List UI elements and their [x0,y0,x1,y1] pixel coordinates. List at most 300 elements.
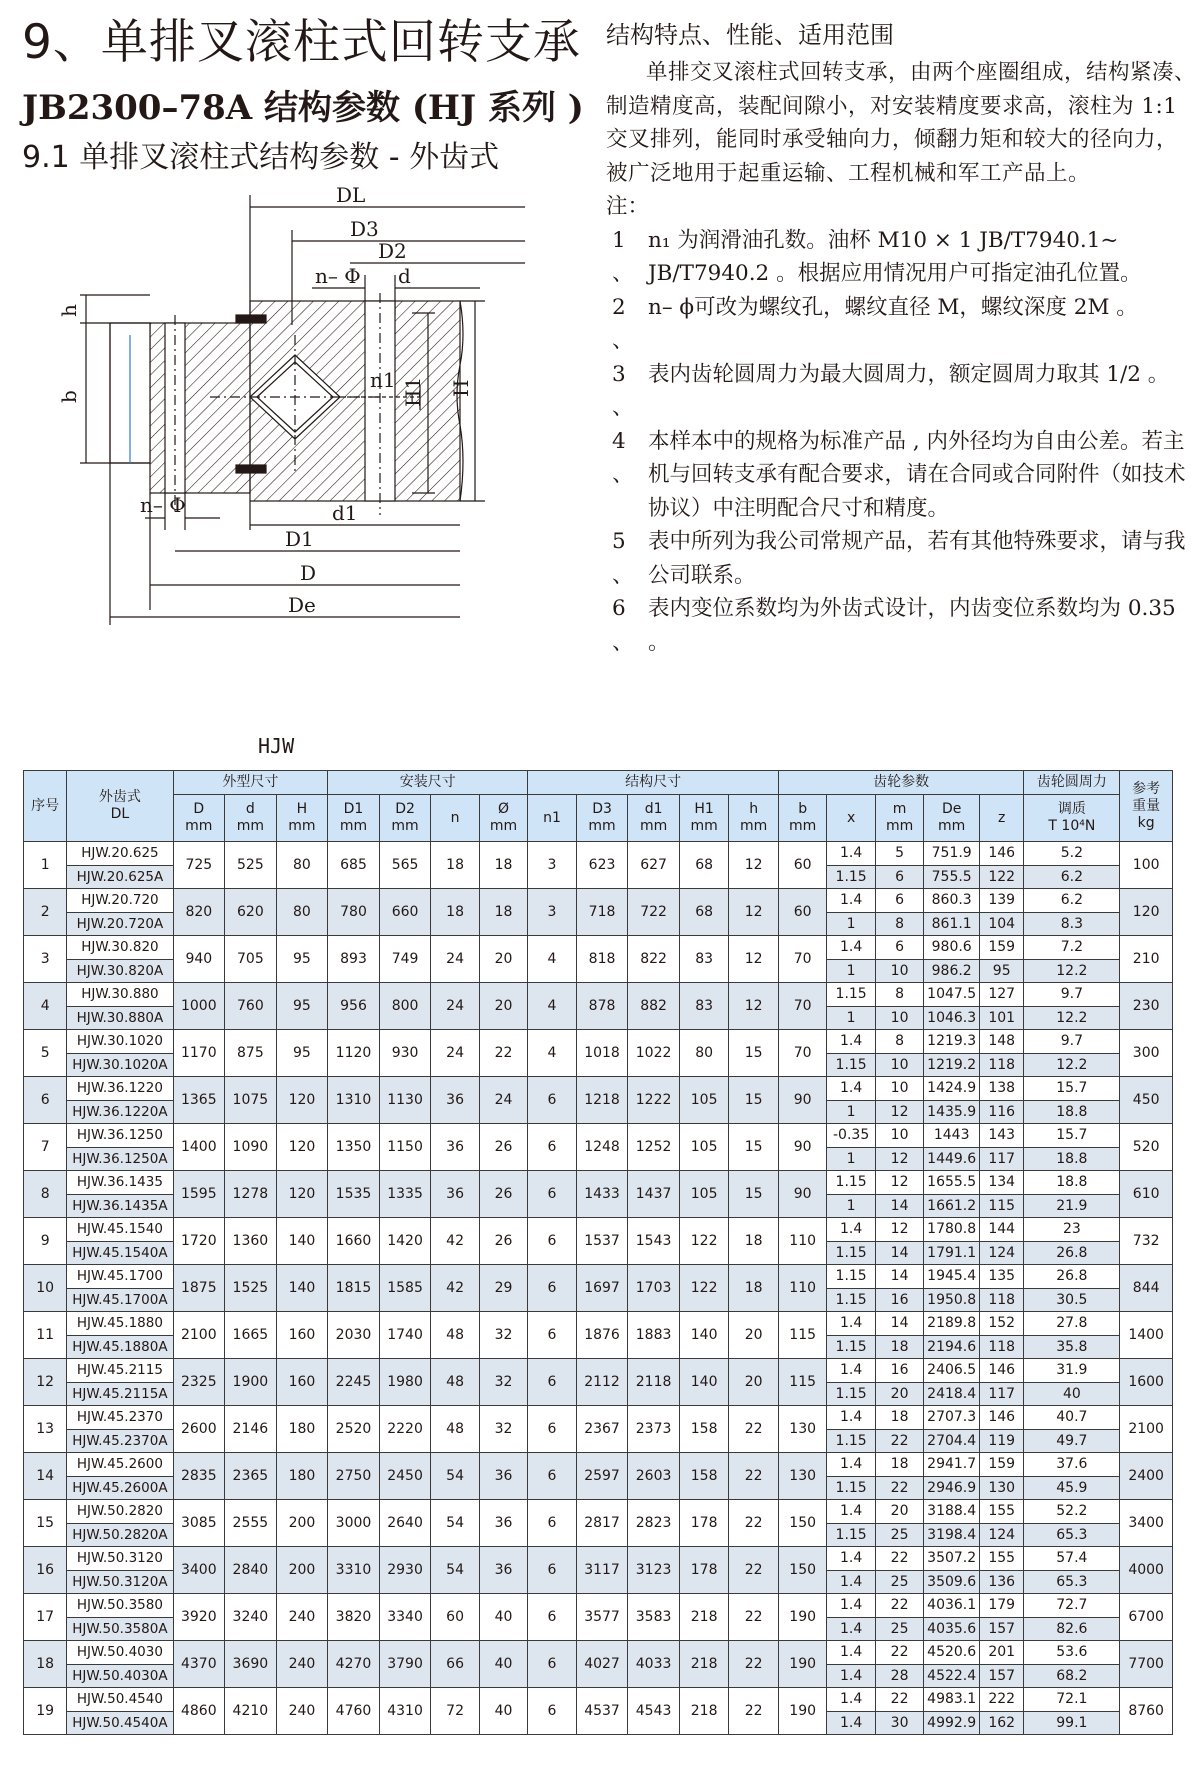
cell-model: HJW.30.1020 [67,1030,173,1054]
note-item [606,525,1196,592]
cell-weight: 6700 [1120,1594,1173,1641]
cell-weight: 1600 [1120,1359,1173,1406]
cell-d: 820 [173,889,225,936]
cell-gear-m: 6 [875,865,923,889]
cell-gear-m: 14 [875,1265,923,1289]
cell-gear-x: 1.15 [827,865,875,889]
cell-gear-m: 12 [875,1171,923,1195]
cell-n1: 6 [528,1218,576,1265]
cell-gear-t: 31.9 [1024,1359,1120,1383]
cell-h: 80 [276,889,328,936]
cell-gear-m: 20 [875,1382,923,1406]
cell-gear-z: 118 [980,1288,1024,1312]
cell-gear-x: 1.15 [827,1429,875,1453]
cell-d2: 660 [379,889,431,936]
cell-gear-m: 30 [875,1711,923,1735]
note-number: 4 、 [612,428,634,487]
cell-gear-t: 18.8 [1024,1147,1120,1171]
cell-gear-de: 1655.5 [924,1171,980,1195]
cell-n: 48 [431,1406,479,1453]
cell-d3: 4027 [576,1641,628,1688]
cell-phi: 18 [479,842,527,889]
cell-model: HJW.45.2370 [67,1406,173,1430]
cell-phi: 36 [479,1453,527,1500]
cell-gear-t: 18.8 [1024,1100,1120,1124]
cell-gear-t: 72.1 [1024,1688,1120,1712]
table-row [24,1030,1173,1054]
cell-model: HJW.45.2115A [67,1382,173,1406]
cell-h1: 178 [679,1500,729,1547]
cell-n1: 6 [528,1547,576,1594]
cell-d: 1360 [225,1218,277,1265]
cell-d2: 1130 [379,1077,431,1124]
col-force: 调质 T 10⁴N [1024,795,1120,842]
cell-d2: 800 [379,983,431,1030]
cell-model: HJW.20.625 [67,842,173,866]
cell-d: 4370 [173,1641,225,1688]
cell-model: HJW.45.1880 [67,1312,173,1336]
cell-h1: 80 [679,1030,729,1077]
cell-model: HJW.30.820A [67,959,173,983]
cell-b: 115 [778,1359,826,1406]
cell-d1: 1310 [328,1077,380,1124]
cell-d: 4210 [225,1688,277,1735]
cell-d2: 1980 [379,1359,431,1406]
cell-n1: 6 [528,1406,576,1453]
cell-gear-de: 1449.6 [924,1147,980,1171]
cell-d: 760 [225,983,277,1030]
notes-label: 注： [606,194,650,219]
cell-d2: 1420 [379,1218,431,1265]
cell-h: 140 [276,1218,328,1265]
cell-gear-z: 155 [980,1500,1024,1524]
cell-gear-z: 95 [980,959,1024,983]
standard-subtitle: JB2300–78A 结构参数 (HJ 系列 ) [22,88,584,128]
cell-d: 2555 [225,1500,277,1547]
cell-d1: 4760 [328,1688,380,1735]
cell-gear-de: 2704.4 [924,1429,980,1453]
col-De: De mm [924,795,980,842]
cell-h: 95 [276,983,328,1030]
cell-h1: 68 [679,889,729,936]
cell-d1: 1660 [328,1218,380,1265]
cell-gear-z: 148 [980,1030,1024,1054]
cell-gear-x: 1.4 [827,1688,875,1712]
cell-h: 160 [276,1312,328,1359]
cell-gear-z: 143 [980,1124,1024,1148]
cell-h: 18 [729,1218,779,1265]
cell-d2: 930 [379,1030,431,1077]
cell-h: 240 [276,1641,328,1688]
cell-gear-x: 1.4 [827,1218,875,1242]
cell-h: 160 [276,1359,328,1406]
cell-seq: 6 [24,1077,67,1124]
cell-gear-z: 130 [980,1476,1024,1500]
cell-d: 2600 [173,1406,225,1453]
cell-d1: 4033 [628,1641,680,1688]
cell-h: 15 [729,1124,779,1171]
cell-gear-m: 8 [875,983,923,1007]
cell-n1: 6 [528,1077,576,1124]
cell-n1: 6 [528,1265,576,1312]
note-number: 3 、 [612,361,634,420]
cell-model: HJW.50.3580A [67,1617,173,1641]
table-row [24,1265,1173,1289]
cell-gear-de: 1950.8 [924,1288,980,1312]
cell-gear-de: 1945.4 [924,1265,980,1289]
cell-phi: 20 [479,983,527,1030]
cell-gear-m: 10 [875,1006,923,1030]
note-item [606,358,1196,425]
cell-gear-z: 117 [980,1147,1024,1171]
cell-gear-x: 1.4 [827,1711,875,1735]
cell-phi: 24 [479,1077,527,1124]
cell-n1: 6 [528,1453,576,1500]
cell-gear-z: 222 [980,1688,1024,1712]
note-number: 2 、 [612,294,634,353]
cell-phi: 26 [479,1124,527,1171]
cell-d2: 2450 [379,1453,431,1500]
cell-n1: 3 [528,842,576,889]
cell-n1: 6 [528,1500,576,1547]
cell-h1: 122 [679,1218,729,1265]
cell-gear-x: 1.4 [827,936,875,960]
table-row [24,1077,1173,1101]
cell-b: 150 [778,1500,826,1547]
cell-model: HJW.45.2600A [67,1476,173,1500]
cell-h1: 158 [679,1453,729,1500]
cell-h: 180 [276,1453,328,1500]
cell-h: 80 [276,842,328,889]
cell-d: 1525 [225,1265,277,1312]
cell-b: 90 [778,1171,826,1218]
note-text: 本样本中的规格为标准产品 , 内外径均为自由公差。若主机与回转支承有配合要求，请在合同或合同附件（如技术协议）中注明配合尺寸和精度。 [648,428,1186,521]
cell-d2: 565 [379,842,431,889]
cell-d: 1365 [173,1077,225,1124]
cell-h1: 158 [679,1406,729,1453]
cell-model: HJW.36.1250A [67,1147,173,1171]
label-De: De [288,593,316,617]
cell-phi: 32 [479,1359,527,1406]
cell-n: 18 [431,889,479,936]
cell-gear-m: 25 [875,1523,923,1547]
cell-d1: 1222 [628,1077,680,1124]
cell-weight: 8760 [1120,1688,1173,1735]
cell-d3: 1218 [576,1077,628,1124]
label-d1: d1 [332,501,358,525]
cell-model: HJW.50.4540 [67,1688,173,1712]
cell-n1: 6 [528,1688,576,1735]
cell-gear-z: 117 [980,1382,1024,1406]
cell-gear-de: 755.5 [924,865,980,889]
cell-h: 140 [276,1265,328,1312]
cell-d3: 1018 [576,1030,628,1077]
cell-d1: 1703 [628,1265,680,1312]
cell-gear-m: 12 [875,1218,923,1242]
cell-gear-x: 1.4 [827,842,875,866]
cell-gear-t: 12.2 [1024,959,1120,983]
cell-gear-z: 104 [980,912,1024,936]
note-text: 表内变位系数均为外齿式设计，内齿变位系数均为 0.35 。 [648,596,1176,655]
cell-gear-t: 9.7 [1024,983,1120,1007]
cell-gear-m: 18 [875,1406,923,1430]
cell-gear-t: 82.6 [1024,1617,1120,1641]
cell-gear-z: 159 [980,936,1024,960]
cell-gear-z: 159 [980,1453,1024,1477]
cell-gear-de: 980.6 [924,936,980,960]
cell-weight: 450 [1120,1077,1173,1124]
cell-b: 60 [778,889,826,936]
cell-gear-de: 4522.4 [924,1664,980,1688]
col-z: z [980,795,1024,842]
cell-d3: 4537 [576,1688,628,1735]
cell-weight: 520 [1120,1124,1173,1171]
cell-gear-m: 22 [875,1594,923,1618]
cell-d: 2840 [225,1547,277,1594]
cell-gear-x: 1.4 [827,1406,875,1430]
cell-b: 130 [778,1453,826,1500]
cell-gear-m: 6 [875,936,923,960]
cell-h: 180 [276,1406,328,1453]
cell-gear-m: 10 [875,1053,923,1077]
col-b: b mm [778,795,826,842]
cell-n1: 6 [528,1171,576,1218]
cell-gear-m: 5 [875,842,923,866]
cell-gear-x: 1 [827,1147,875,1171]
cell-gear-t: 52.2 [1024,1500,1120,1524]
cell-gear-m: 16 [875,1359,923,1383]
cell-h: 240 [276,1688,328,1735]
cell-d1: 3820 [328,1594,380,1641]
cell-h: 20 [729,1359,779,1406]
label-D1: D1 [285,527,314,551]
col-D: D mm [173,795,225,842]
cell-seq: 12 [24,1359,67,1406]
cell-d1: 2603 [628,1453,680,1500]
cell-d1: 2823 [628,1500,680,1547]
cell-d: 1278 [225,1171,277,1218]
header-struct-dims: 结构尺寸 [528,771,779,795]
cell-gear-z: 144 [980,1218,1024,1242]
cell-d: 2835 [173,1453,225,1500]
table-row [24,1312,1173,1336]
cell-d2: 2930 [379,1547,431,1594]
cell-model: HJW.50.4030 [67,1641,173,1665]
cell-b: 190 [778,1688,826,1735]
cell-model: HJW.20.720 [67,889,173,913]
cell-h1: 140 [679,1359,729,1406]
cell-model: HJW.50.4540A [67,1711,173,1735]
cell-gear-t: 26.8 [1024,1241,1120,1265]
cell-gear-t: 6.2 [1024,865,1120,889]
cell-seq: 3 [24,936,67,983]
cell-gear-z: 139 [980,889,1024,913]
cell-model: HJW.30.1020A [67,1053,173,1077]
cell-seq: 13 [24,1406,67,1453]
cell-d1: 1437 [628,1171,680,1218]
table-row [24,1688,1173,1712]
cell-h: 15 [729,1077,779,1124]
cell-h: 120 [276,1171,328,1218]
cell-n: 36 [431,1171,479,1218]
cell-gear-z: 122 [980,865,1024,889]
cell-n: 42 [431,1265,479,1312]
note-item [606,224,1196,291]
cell-gear-de: 2406.5 [924,1359,980,1383]
cell-n1: 6 [528,1359,576,1406]
cell-gear-de: 1424.9 [924,1077,980,1101]
cell-gear-z: 146 [980,1359,1024,1383]
cell-phi: 18 [479,889,527,936]
cell-gear-de: 2941.7 [924,1453,980,1477]
note-item [606,291,1196,358]
table-row [24,842,1173,866]
cell-gear-t: 8.3 [1024,912,1120,936]
cell-d3: 878 [576,983,628,1030]
cell-phi: 20 [479,936,527,983]
col-d1: d1 mm [628,795,680,842]
cell-d: 1000 [173,983,225,1030]
cell-h: 12 [729,889,779,936]
cell-n: 36 [431,1077,479,1124]
cell-d1: 4270 [328,1641,380,1688]
cell-gear-t: 15.7 [1024,1124,1120,1148]
cell-h: 240 [276,1594,328,1641]
cell-gear-z: 124 [980,1523,1024,1547]
cell-phi: 26 [479,1171,527,1218]
label-D: D [300,561,317,585]
note-text: n₁ 为润滑油孔数。油杯 M10 × 1 JB/T7940.1~ JB/T7940.2 。根据应用情况用户可指定油孔位置。 [648,227,1142,286]
notes-list [606,224,1196,660]
cell-gear-t: 57.4 [1024,1547,1120,1571]
cell-d: 3690 [225,1641,277,1688]
cell-gear-t: 40 [1024,1382,1120,1406]
table-row [24,983,1173,1007]
note-text: 表内齿轮圆周力为最大圆周力，额定圆周力取其 1/2 。 [648,361,1170,387]
label-b: b [57,390,81,403]
cell-h: 20 [729,1312,779,1359]
cell-gear-de: 986.2 [924,959,980,983]
cell-d2: 2220 [379,1406,431,1453]
cell-d: 525 [225,842,277,889]
cell-d: 1665 [225,1312,277,1359]
cell-gear-z: 157 [980,1617,1024,1641]
cell-gear-m: 12 [875,1100,923,1124]
cell-d: 2146 [225,1406,277,1453]
page-title: 9、单排叉滚柱式回转支承 [22,15,581,70]
cell-n: 36 [431,1124,479,1171]
cell-gear-t: 5.2 [1024,842,1120,866]
cell-h1: 105 [679,1077,729,1124]
cell-model: HJW.45.1700 [67,1265,173,1289]
cell-gear-z: 157 [980,1664,1024,1688]
cell-phi: 40 [479,1641,527,1688]
cell-d1: 1535 [328,1171,380,1218]
table-row [24,1218,1173,1242]
cell-d1: 1022 [628,1030,680,1077]
cell-d: 3400 [173,1547,225,1594]
cell-gear-t: 99.1 [1024,1711,1120,1735]
cell-model: HJW.36.1220 [67,1077,173,1101]
cell-d3: 1697 [576,1265,628,1312]
col-D3: D3 mm [576,795,628,842]
cell-seq: 2 [24,889,67,936]
cell-gear-t: 18.8 [1024,1171,1120,1195]
cell-h1: 178 [679,1547,729,1594]
cell-gear-de: 1219.3 [924,1030,980,1054]
cell-model: HJW.45.2600 [67,1453,173,1477]
cell-gear-de: 4992.9 [924,1711,980,1735]
cell-model: HJW.45.1700A [67,1288,173,1312]
cell-b: 60 [778,842,826,889]
cell-seq: 18 [24,1641,67,1688]
cell-gear-de: 2946.9 [924,1476,980,1500]
col-H: H mm [276,795,328,842]
cell-weight: 230 [1120,983,1173,1030]
cell-gear-m: 16 [875,1288,923,1312]
cell-gear-t: 45.9 [1024,1476,1120,1500]
table-caption: HJW [258,734,295,758]
cell-gear-z: 146 [980,1406,1024,1430]
cell-seq: 11 [24,1312,67,1359]
table-row [24,1641,1173,1665]
cell-d: 1075 [225,1077,277,1124]
cell-d3: 1537 [576,1218,628,1265]
cell-d1: 882 [628,983,680,1030]
cell-model: HJW.50.3580 [67,1594,173,1618]
cell-d: 620 [225,889,277,936]
cell-h: 22 [729,1500,779,1547]
cell-gear-x: 1 [827,1006,875,1030]
cell-weight: 3400 [1120,1500,1173,1547]
table-row [24,1124,1173,1148]
cell-gear-z: 134 [980,1171,1024,1195]
cell-d2: 749 [379,936,431,983]
cell-gear-x: 1.15 [827,1382,875,1406]
cell-phi: 26 [479,1218,527,1265]
cell-n1: 4 [528,1030,576,1077]
cell-seq: 16 [24,1547,67,1594]
cell-h1: 218 [679,1641,729,1688]
cell-gear-x: 1.15 [827,1241,875,1265]
cell-d2: 1335 [379,1171,431,1218]
cell-seq: 8 [24,1171,67,1218]
cell-d3: 3577 [576,1594,628,1641]
cell-gear-m: 12 [875,1147,923,1171]
cell-gear-x: 1.4 [827,1570,875,1594]
note-item [606,592,1196,659]
cell-n1: 6 [528,1312,576,1359]
cell-model: HJW.50.3120 [67,1547,173,1571]
cell-gear-de: 1219.2 [924,1053,980,1077]
cell-model: HJW.36.1220A [67,1100,173,1124]
cell-d1: 1120 [328,1030,380,1077]
cell-d: 3085 [173,1500,225,1547]
cell-gear-t: 53.6 [1024,1641,1120,1665]
cell-phi: 29 [479,1265,527,1312]
cell-d: 4860 [173,1688,225,1735]
cell-phi: 36 [479,1547,527,1594]
cell-gear-z: 135 [980,1265,1024,1289]
table-row [24,1406,1173,1430]
cell-gear-t: 21.9 [1024,1194,1120,1218]
cell-gear-de: 860.3 [924,889,980,913]
cell-h: 12 [729,842,779,889]
cell-d3: 2112 [576,1359,628,1406]
cell-n1: 3 [528,889,576,936]
label-H: H [449,379,473,397]
cell-gear-m: 22 [875,1641,923,1665]
